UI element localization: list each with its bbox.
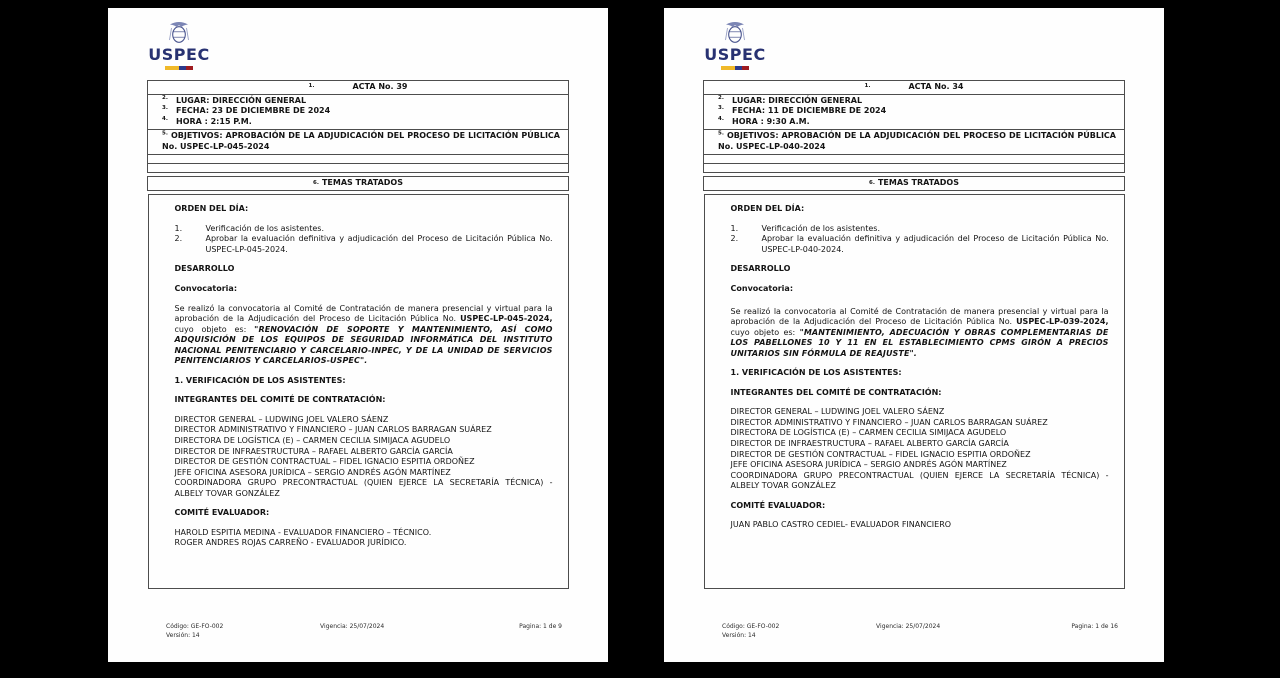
row-number: 5. [162,130,168,137]
acta-title: ACTA No. 34 [908,81,964,91]
footer-codigo: Código: GE-FO-002 [722,623,780,630]
row-number: 4. [718,115,724,122]
fecha-value: FECHA: 11 DE DICIEMBRE DE 2024 [732,106,887,116]
empty-row [704,163,1124,172]
flag-red [742,66,749,70]
verificacion-title: 1. VERIFICACIÓN DE LOS ASISTENTES: [730,368,902,378]
footer-vigencia: Vigencia: 25/07/2024 [320,623,385,630]
row-number: 6. [869,179,875,186]
row-number: 2. [162,94,168,101]
content-box [148,194,569,589]
member-row: COORDINADORA GRUPO PRECONTRACTUAL (QUIEN EJERCE LA SECRETARÍA TÉCNICA) - ALBELY TOVAR GONZÁLEZ [174,478,553,498]
hora-row [718,117,1118,128]
empty-row [148,155,568,163]
uspec-logo [148,21,210,70]
member-row: DIRECTOR DE INFRAESTRUCTURA – RAFAEL ALBERTO GARCÍA GARCÍA [174,446,453,456]
item-number: 2. [730,234,739,244]
acta-title-row [148,81,568,95]
convocatoria-title: Convocatoria: [174,283,238,293]
temas-tratados-row [703,176,1125,191]
item-number: 1. [730,223,739,233]
empty-row [704,155,1124,163]
objetivos-value: OBJETIVOS: APROBACIÓN DE LA ADJUDICACIÓN DEL PROCESO DE LICITACIÓN PÚBLICA No. USPEC-LP-045-2024 [162,131,560,151]
flag-bar [165,66,193,70]
desarrollo-title: DESARROLLO [174,264,235,274]
verificacion-title: 1. VERIFICACIÓN DE LOS ASISTENTES: [174,375,346,385]
footer-codigo: Código: GE-FO-002 [166,623,224,630]
row-number: 5. [718,130,724,137]
orden-list [175,224,553,256]
process-ref: USPEC-LP-045-2024, [460,314,553,324]
member-row: DIRECTOR ADMINISTRATIVO Y FINANCIERO – JUAN CARLOS BARRAGAN SUÁREZ [730,417,1048,427]
acta-header-table [147,80,569,174]
acta-title-row [704,81,1124,95]
process-ref: USPEC-LP-039-2024, [1016,317,1109,327]
temas-tratados-row [147,176,569,191]
integrantes-title: INTEGRANTES DEL COMITÉ DE CONTRATACIÓN: [174,395,386,405]
hora-value: HORA : 9:30 A.M. [732,116,810,126]
row-number: 1. [864,83,871,90]
evaluador-row: HAROLD ESPITIA MEDINA - EVALUADOR FINANCIERO – TÉCNICO. [174,527,432,537]
member-row: DIRECTORA DE LOGÍSTICA (E) – CARMEN CECILIA SIMIJACA AGUDELO [730,428,1007,438]
page-footer [722,622,1118,640]
member-row: DIRECTOR DE INFRAESTRUCTURA – RAFAEL ALBERTO GARCÍA GARCÍA [730,438,1009,448]
uspec-logo [704,21,766,70]
footer-version: Versión: 14 [722,632,756,639]
lugar-row [718,96,1118,107]
member-row: DIRECTOR GENERAL – LUDWING JOEL VALERO SÁENZ [174,414,389,424]
page-footer [166,622,562,640]
uspec-wordmark: USPEC [704,45,766,64]
flag-red [186,66,193,70]
meta-rows [704,95,1124,131]
lugar-value: LUGAR: DIRECCIÓN GENERAL [732,95,863,105]
flag-blue [179,66,186,70]
object-quote: "RENOVACIÓN DE SOPORTE Y MANTENIMIENTO, ASÍ COMO ADQUISICIÓN DE LOS EQUIPOS DE SEGURIDAD INFORMÁTICA DEL INSTITUTO NACIONAL PENITENCIARIO Y CARCELARIO-INPEC, Y DE LA UNIDAD DE SERVICIOS PENITENCIARIOS Y CARCELARIOS-USPEC". [174,324,553,366]
hora-value: HORA : 2:15 P.M. [176,116,252,126]
member-row: JEFE OFICINA ASESORA JURÍDICA – SERGIO ANDRÉS AGÓN MARTÍNEZ [730,460,1007,470]
lugar-row [162,96,562,107]
meta-rows [148,95,568,131]
convocatoria-paragraph: Se realizó la convocatoria al Comité de Contratación de manera presencial y virtual para la aprobación de la Adjudicación del Proceso de Licitación Pública No. USPEC-LP-039-2024, cuyo objeto es: "MANTENIMIENTO, ADECUACIÓN Y OBRAS COMPLEMENTARIAS DE LOS PABELLONES 10 Y 11 EN EL ESTABLECIMIENTO CPMS GIRÓN A PRECIOS UNITARIOS SIN FÓRMULA DE REAJUSTE". [730,306,1109,358]
fecha-value: FECHA: 23 DE DICIEMBRE DE 2024 [176,106,331,116]
fecha-row [162,106,562,117]
desarrollo-title: DESARROLLO [730,264,791,274]
member-row: DIRECTOR GENERAL – LUDWING JOEL VALERO SÁENZ [730,407,945,417]
row-number: 3. [162,105,168,112]
flag-yellow [721,66,735,70]
convocatoria-title: Convocatoria: [730,283,794,293]
convocatoria-paragraph: Se realizó la convocatoria al Comité de Contratación de manera presencial y virtual para la aprobación de la Adjudicación del Proceso de Licitación Pública No. USPEC-LP-045-2024, cuyo objeto es: "RENOVACIÓN DE SOPORTE Y MANTENIMIENTO, ASÍ COMO ADQUISICIÓN DE LOS EQUIPOS DE SEGURIDAD INFORMÁTICA DEL INSTITUTO NACIONAL PENITENCIARIO Y CARCELARIO-INPEC, Y DE LA UNIDAD DE SERVICIOS PENITENCIARIOS Y CARCELARIOS-USPEC". [174,303,553,366]
row-number: 4. [162,115,168,122]
flag-blue [735,66,742,70]
comite-evaluador-title: COMITÉ EVALUADOR: [730,500,826,510]
list-item [731,234,1109,255]
footer-version: Versión: 14 [166,632,200,639]
integrantes-title: INTEGRANTES DEL COMITÉ DE CONTRATACIÓN: [730,387,942,397]
document-page-right [664,8,1164,662]
members-list [731,407,1109,491]
row-number: 1. [308,83,315,90]
document-page-left [108,8,608,662]
orden-del-dia-title: ORDEN DEL DÍA: [174,204,249,214]
fecha-row [718,106,1118,117]
uspec-wordmark: USPEC [148,45,210,64]
member-row: DIRECTOR DE GESTIÓN CONTRACTUAL – FIDEL IGNACIO ESPITIA ORDOÑEZ [730,449,1031,459]
item-text: Aprobar la evaluación definitiva y adjudicación del Proceso de Licitación Pública No. USPEC-LP-040-2024. [761,234,1109,254]
row-number: 2. [718,94,724,101]
lugar-value: LUGAR: DIRECCIÓN GENERAL [176,95,307,105]
objetivos-row [704,130,1124,155]
list-item [175,234,553,255]
evaluadores-list [175,528,553,549]
flag-yellow [165,66,179,70]
evaluador-row: JUAN PABLO CASTRO CEDIEL- EVALUADOR FINANCIERO [730,520,952,530]
objetivos-value: OBJETIVOS: APROBACIÓN DE LA ADJUDICACIÓN DEL PROCESO DE LICITACIÓN PÚBLICA No. USPEC-LP-040-2024 [718,131,1116,151]
evaluador-row: ROGER ANDRES ROJAS CARREÑO - EVALUADOR JURÍDICO. [174,538,407,548]
objetivos-row [148,130,568,155]
footer-pagina: Pagina: 1 de 9 [519,623,562,630]
comite-evaluador-title: COMITÉ EVALUADOR: [174,508,270,518]
footer-pagina: Pagina: 1 de 16 [1071,623,1118,630]
list-item [731,224,1109,235]
members-list [175,415,553,499]
flag-bar [721,66,749,70]
uspec-crest-icon [168,21,190,46]
list-item [175,224,553,235]
member-row: COORDINADORA GRUPO PRECONTRACTUAL (QUIEN EJERCE LA SECRETARÍA TÉCNICA) - ALBELY TOVAR GONZÁLEZ [730,470,1109,491]
empty-row [148,163,568,172]
item-number: 2. [174,234,183,244]
member-row: DIRECTOR DE GESTIÓN CONTRACTUAL – FIDEL IGNACIO ESPITIA ORDOÑEZ [174,457,475,467]
temas-title: TEMAS TRATADOS [877,178,959,188]
item-number: 1. [174,223,183,233]
object-quote: "MANTENIMIENTO, ADECUACIÓN Y OBRAS COMPLEMENTARIAS DE LOS PABELLONES 10 Y 11 EN EL ESTABLECIMIENTO CPMS GIRÓN A PRECIOS UNITARIOS SIN FÓRMULA DE REAJUSTE". [730,327,1109,358]
orden-list [731,224,1109,256]
orden-del-dia-title: ORDEN DEL DÍA: [730,204,805,214]
item-text: Verificación de los asistentes. [205,223,324,233]
row-number: 3. [718,105,724,112]
item-text: Verificación de los asistentes. [761,223,880,233]
hora-row [162,117,562,128]
item-text: Aprobar la evaluación definitiva y adjudicación del Proceso de Licitación Pública No. USPEC-LP-045-2024. [205,234,553,254]
acta-title: ACTA No. 39 [352,81,408,91]
footer-vigencia: Vigencia: 25/07/2024 [876,623,941,630]
evaluadores-list [731,520,1109,531]
member-row: DIRECTOR ADMINISTRATIVO Y FINANCIERO – JUAN CARLOS BARRAGAN SUÁREZ [174,425,492,435]
member-row: JEFE OFICINA ASESORA JURÍDICA – SERGIO ANDRÉS AGÓN MARTÍNEZ [174,467,451,477]
temas-title: TEMAS TRATADOS [321,178,403,188]
member-row: DIRECTORA DE LOGÍSTICA (E) – CARMEN CECILIA SIMIJACA AGUDELO [174,435,451,445]
content-box [704,194,1125,589]
footer-code-block [166,622,223,640]
acta-header-table [703,80,1125,174]
row-number: 6. [313,179,319,186]
footer-code-block [722,622,779,640]
uspec-crest-icon [724,21,746,46]
